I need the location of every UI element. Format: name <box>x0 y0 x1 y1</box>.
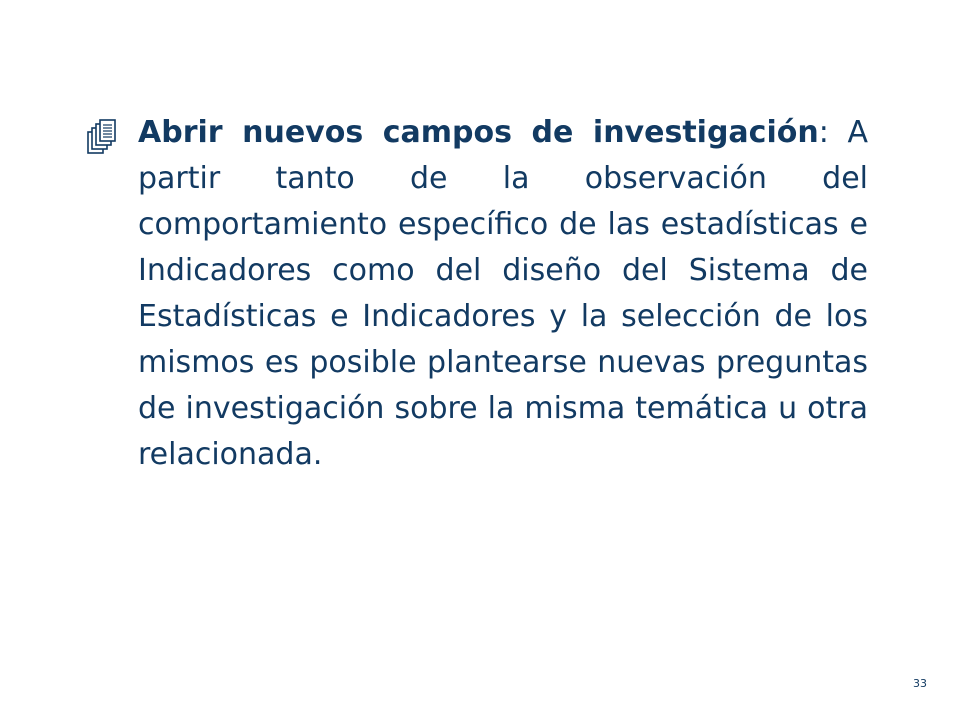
bullet-paragraph <box>138 110 868 478</box>
bullet-title: Abrir nuevos campos de investigación <box>138 115 819 150</box>
page-number: 33 <box>913 677 927 690</box>
title-separator: : <box>818 115 829 150</box>
stacked-pages-icon <box>86 118 116 156</box>
bullet-body: A partir tanto de la observación del comportamiento específico de las estadísticas e Indicadores como del diseño del Sistema de Estadísticas e Indicadores y la selección de los mismos es posible plantearse nuevas preguntas de investigación sobre la misma temática u otra relacionada. <box>138 115 868 472</box>
